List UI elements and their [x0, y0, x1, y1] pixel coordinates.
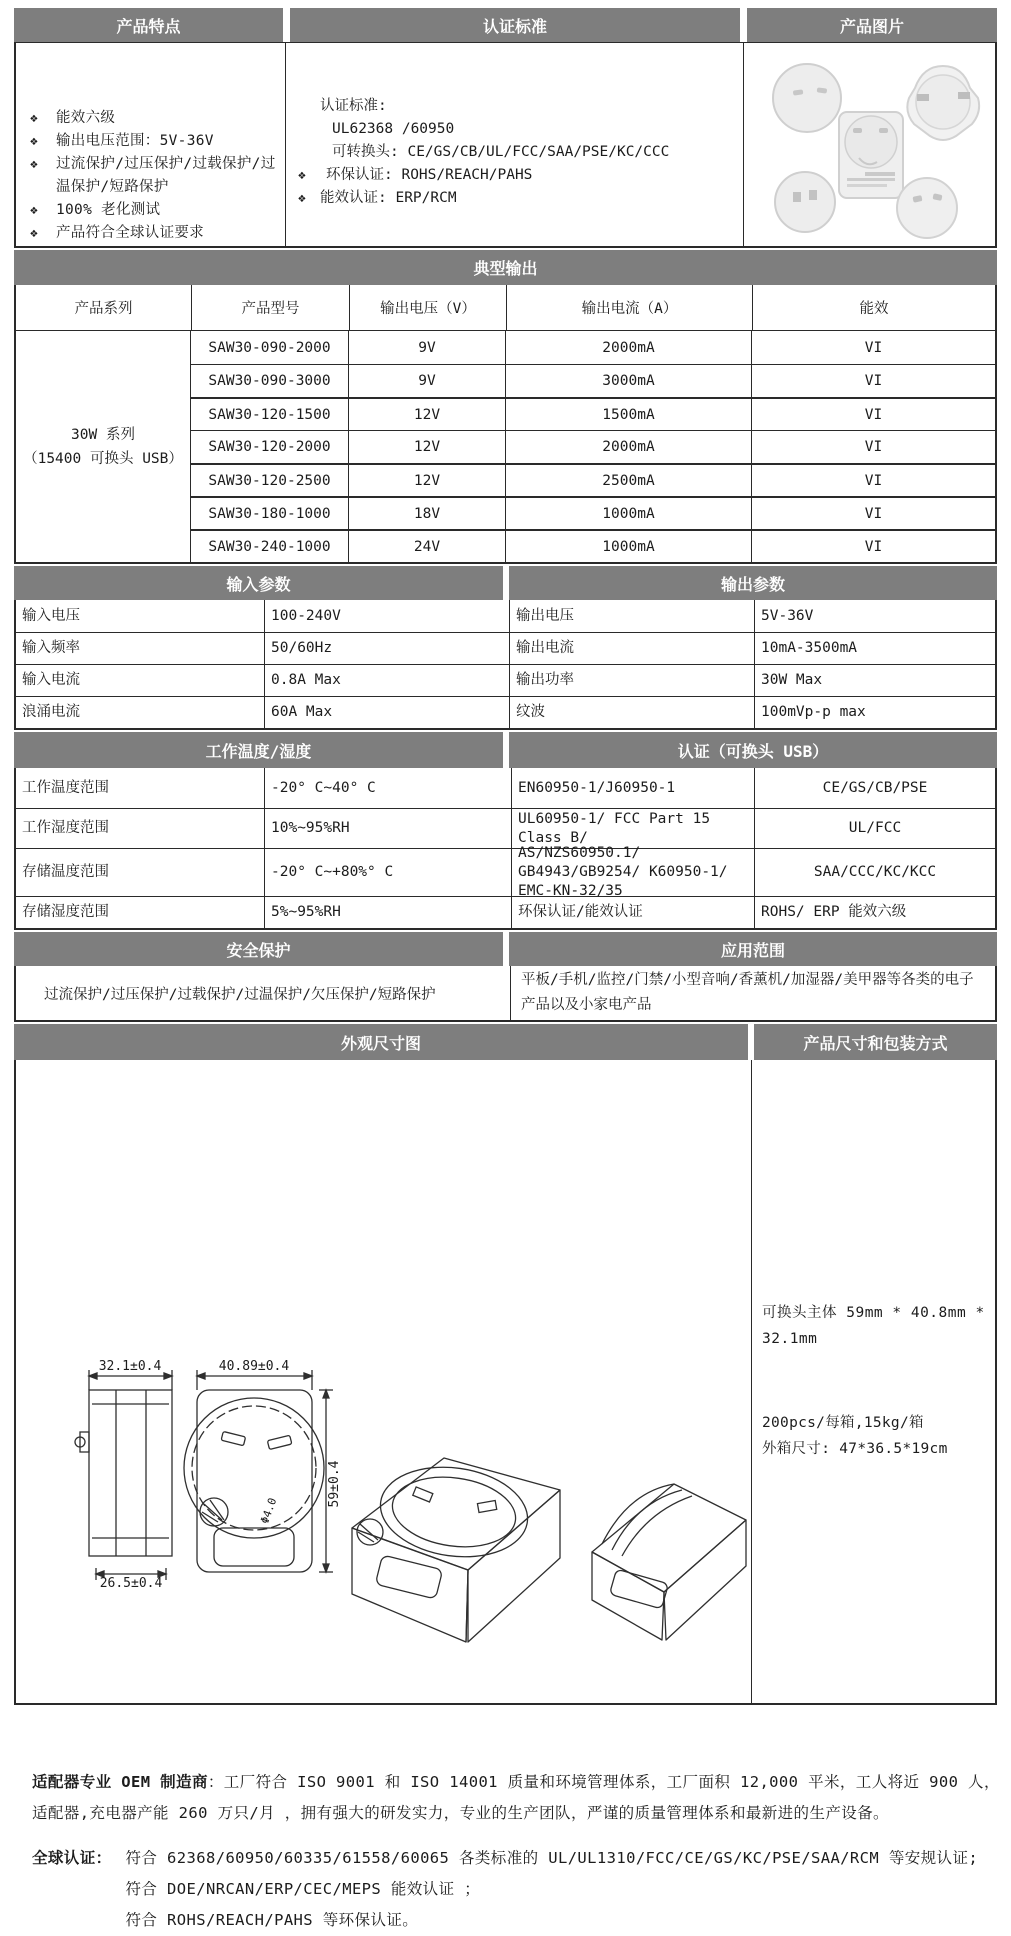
- typical-output-rows: [191, 331, 995, 562]
- diamond-bullet-icon: ❖: [298, 191, 306, 206]
- param-value: 100mVp-p max: [754, 697, 995, 728]
- header-input-params: 输入参数: [14, 566, 503, 600]
- params-header-row: [14, 566, 997, 600]
- feature-item: [30, 107, 279, 130]
- temp-label: 存储湿度范围: [22, 904, 109, 920]
- oem-label: 适配器专业 OEM 制造商: [32, 1773, 208, 1791]
- cert-line: [298, 118, 739, 141]
- dimension-drawing: [16, 1060, 750, 1703]
- param-value: 60A Max: [264, 697, 509, 728]
- header-cert-standards: 认证标准: [290, 8, 740, 42]
- current-cell: 1000mA: [505, 531, 751, 562]
- efficiency-cell: VI: [751, 331, 995, 364]
- cert-standard: EN60950-1/J60950-1: [511, 768, 754, 808]
- top-header-row: [14, 8, 997, 42]
- cert-text: UL62368 /60950: [332, 121, 455, 137]
- header-size-packaging: 产品尺寸和包装方式: [754, 1024, 997, 1060]
- bullet-space: [298, 141, 320, 164]
- cert-standard: AS/NZS60950.1/ GB4943/GB9254/ K60950-1/ EMC-KN-32/35: [511, 849, 754, 896]
- cert-standards-text: [285, 43, 744, 246]
- feature-text: 100% 老化测试: [56, 202, 161, 218]
- safety-app-header-row: [14, 932, 997, 966]
- diamond-bullet-icon: ❖: [298, 168, 306, 183]
- carton-size-text: 外箱尺寸: 47*36.5*19cm: [762, 1441, 948, 1457]
- cert-line: [298, 187, 739, 210]
- table-row: [16, 600, 995, 632]
- dims-header-row: [14, 1024, 997, 1060]
- model-cell: SAW30-090-2000: [208, 339, 331, 356]
- efficiency-cell: VI: [751, 365, 995, 397]
- cert-text: 环保认证: ROHS/REACH/PAHS: [326, 167, 533, 183]
- dim-side-top: 32.1±0.4: [98, 1359, 162, 1374]
- param-label: 输入频率: [22, 640, 80, 656]
- param-label: 输出电压: [509, 600, 754, 632]
- cert-text: 可转换头: CE/GS/CB/UL/FCC/SAA/PSE/KC/CCC: [332, 144, 670, 160]
- diamond-bullet-icon: ❖: [30, 203, 38, 218]
- model-cell: SAW30-120-2000: [208, 439, 331, 455]
- params-table: [14, 600, 997, 730]
- features-list: [16, 43, 285, 246]
- top-content-row: [14, 42, 997, 248]
- voltage-cell: 18V: [348, 498, 505, 529]
- voltage-cell: 9V: [348, 331, 505, 364]
- param-label: 输入电压: [22, 607, 80, 624]
- cert-marks: SAA/CCC/KC/KCC: [754, 849, 995, 896]
- voltage-cell: 9V: [348, 365, 505, 397]
- diamond-bullet-icon: ❖: [30, 157, 38, 172]
- current-cell: 2000mA: [505, 431, 751, 463]
- efficiency-cell: VI: [751, 498, 995, 529]
- carton-qty-text: 200pcs/每箱,15kg/箱: [762, 1415, 924, 1431]
- dims-content-row: [14, 1060, 997, 1705]
- header-safety: 安全保护: [14, 932, 503, 966]
- model-cell: SAW30-120-2500: [208, 472, 331, 489]
- temp-value: 5%~95%RH: [264, 897, 511, 928]
- temp-cert-header-row: [14, 732, 997, 768]
- dim-front-right: 59±0.4: [327, 1460, 342, 1508]
- column-header: 产品系列: [74, 301, 133, 317]
- efficiency-cell: VI: [751, 431, 995, 463]
- header-application: 应用范围: [509, 932, 997, 966]
- cert-standard: UL60950-1/ FCC Part 15 Class B/: [511, 809, 754, 848]
- global-cert-lines: [112, 1843, 979, 1936]
- model-cell: SAW30-180-1000: [208, 505, 331, 522]
- header-product-features: 产品特点: [14, 8, 283, 42]
- param-value: 0.8A Max: [264, 665, 509, 696]
- diamond-bullet-icon: ❖: [30, 111, 38, 126]
- feature-item: [30, 153, 279, 199]
- cert-line: [298, 95, 739, 118]
- bullet-space: [298, 118, 320, 141]
- cert-line-3: 符合 ROHS/REACH/PAHS 等环保认证。: [125, 1911, 419, 1929]
- feature-item: [30, 222, 279, 245]
- voltage-cell: 24V: [348, 531, 505, 562]
- header-output-params: 输出参数: [509, 566, 997, 600]
- current-cell: 1000mA: [505, 498, 751, 529]
- feature-text: 过流保护/过压保护/过载保护/过温保护/短路保护: [56, 156, 276, 195]
- param-label: 输入电流: [22, 672, 80, 688]
- table-row: [191, 529, 995, 562]
- product-photo: [755, 50, 985, 240]
- param-value: 5V-36V: [754, 600, 995, 632]
- param-label: 输出功率: [509, 665, 754, 696]
- param-value: 10mA-3500mA: [754, 633, 995, 664]
- dim-front-top: 40.89±0.4: [218, 1359, 290, 1374]
- cert-text: 能效认证: ERP/RCM: [320, 190, 457, 206]
- oem-paragraph-text: [32, 1767, 1007, 1829]
- header-typical-output: 典型输出: [14, 250, 997, 285]
- application-range: 平板/手机/监控/门禁/小型音响/香薰机/加湿器/美甲器等各类的电子产品以及小家电产品: [521, 972, 974, 1013]
- series-cell: [16, 331, 191, 562]
- safety-app-row: [14, 966, 997, 1022]
- cert-line: [298, 141, 739, 164]
- feature-text: 产品符合全球认证要求: [56, 225, 204, 241]
- column-header: 产品型号: [191, 285, 349, 330]
- table-row: [191, 430, 995, 463]
- temp-value: -20° C~+80%° C: [264, 849, 511, 896]
- cert-line-2: 符合 DOE/NRCAN/ERP/CEC/MEPS 能效认证 ；: [125, 1880, 481, 1898]
- current-cell: 2000mA: [505, 331, 751, 364]
- dim-inner: Φ4.0: [258, 1496, 280, 1526]
- cert-line: [298, 164, 739, 187]
- series-note: （15400 可换头 USB）: [23, 450, 183, 467]
- model-cell: SAW30-240-1000: [208, 538, 331, 555]
- spec-sheet: [14, 8, 1000, 1936]
- column-header: 能效: [752, 285, 995, 330]
- header-dimension-drawing: 外观尺寸图: [14, 1024, 748, 1060]
- temp-value: 10%~95%RH: [264, 809, 511, 848]
- table-row: [191, 463, 995, 496]
- model-cell: SAW30-120-1500: [208, 406, 331, 423]
- column-header: 输出电流（A）: [506, 285, 752, 330]
- global-cert-paragraph: [32, 1843, 1007, 1936]
- body-size-text: 可换头主体 59mm * 40.8mm * 32.1mm: [762, 1305, 985, 1347]
- table-row: [16, 632, 995, 664]
- table-row: [191, 331, 995, 364]
- typical-output-header-row: [16, 285, 995, 331]
- feature-item: [30, 130, 279, 153]
- current-cell: 1500mA: [505, 399, 751, 430]
- bullet-space: [298, 95, 320, 118]
- efficiency-cell: VI: [751, 399, 995, 430]
- header-gap: [740, 8, 747, 42]
- voltage-cell: 12V: [348, 465, 505, 496]
- diamond-bullet-icon: ❖: [30, 134, 38, 149]
- voltage-cell: 12V: [348, 399, 505, 430]
- product-photo-cell: [744, 43, 995, 246]
- header-temp-humidity: 工作温度/湿度: [14, 732, 503, 768]
- temp-cert-table: [14, 768, 997, 930]
- efficiency-cell: VI: [751, 465, 995, 496]
- cert-standard: 环保认证/能效认证: [511, 897, 754, 928]
- dim-side-bottom: 26.5±0.4: [99, 1576, 163, 1591]
- header-product-image: 产品图片: [747, 8, 997, 42]
- header-gap: [283, 8, 290, 42]
- typical-output-table: [14, 285, 997, 564]
- table-row: [16, 845, 995, 899]
- cert-line-1: 符合 62368/60950/60335/61558/60065 各类标准的 UL/UL1310/FCC/CE/GS/KC/PSE/SAA/RCM 等安规认证;: [125, 1849, 979, 1867]
- current-cell: 3000mA: [505, 365, 751, 397]
- table-row: [16, 896, 995, 928]
- voltage-cell: 12V: [348, 431, 505, 463]
- param-label: 浪涌电流: [22, 704, 80, 720]
- param-value: 100-240V: [264, 600, 509, 632]
- cert-marks: UL/FCC: [754, 809, 995, 848]
- column-header: 输出电压（V）: [349, 285, 506, 330]
- temp-label: 工作湿度范围: [22, 820, 109, 836]
- table-row: [191, 397, 995, 430]
- model-cell: SAW30-090-3000: [208, 373, 331, 389]
- cert-marks: ROHS/ ERP 能效六级: [754, 897, 995, 928]
- cert-marks: CE/GS/CB/PSE: [754, 768, 995, 808]
- series-name: 30W 系列: [71, 426, 135, 443]
- diamond-bullet-icon: ❖: [30, 226, 38, 241]
- feature-text: 输出电压范围：5V-36V: [56, 133, 214, 149]
- current-cell: 2500mA: [505, 465, 751, 496]
- table-row: [191, 364, 995, 397]
- feature-text: 能效六级: [56, 110, 116, 126]
- param-label: 输出电流: [509, 633, 754, 664]
- table-row: [16, 664, 995, 696]
- safety-protections: 过流保护/过压保护/过载保护/过温保护/欠压保护/短路保护: [16, 966, 511, 1020]
- footer: [32, 1767, 1007, 1936]
- table-row: [16, 808, 995, 848]
- table-row: [16, 768, 995, 808]
- packaging-info: [752, 1060, 995, 1703]
- temp-label: 工作温度范围: [22, 779, 109, 796]
- dimension-drawing-cell: [16, 1060, 752, 1703]
- typical-output-body: [16, 331, 995, 562]
- oem-paragraph: [32, 1767, 1007, 1829]
- param-value: 50/60Hz: [264, 633, 509, 664]
- header-cert-usb: 认证（可换头 USB）: [509, 732, 997, 768]
- param-label: 纹波: [509, 697, 754, 728]
- table-row: [16, 696, 995, 728]
- cert-text: 认证标准:: [320, 98, 387, 114]
- global-cert-label: 全球认证：: [32, 1849, 112, 1867]
- efficiency-cell: VI: [751, 531, 995, 562]
- table-row: [191, 496, 995, 529]
- oem-text: ：工厂符合 ISO 9001 和 ISO 14001 质量和环境管理体系，工厂面积 12,000 平米，工人将近 900 人，适配器,充电器产能 260 万只/月 ，拥有强大的研发实力，专业的生产团队，严谨的质量管理体系和最新进的生产设备。: [32, 1773, 1000, 1822]
- feature-item: [30, 199, 279, 222]
- temp-label: 存储温度范围: [22, 864, 109, 880]
- temp-value: -20° C~40° C: [264, 768, 511, 808]
- param-value: 30W Max: [754, 665, 995, 696]
